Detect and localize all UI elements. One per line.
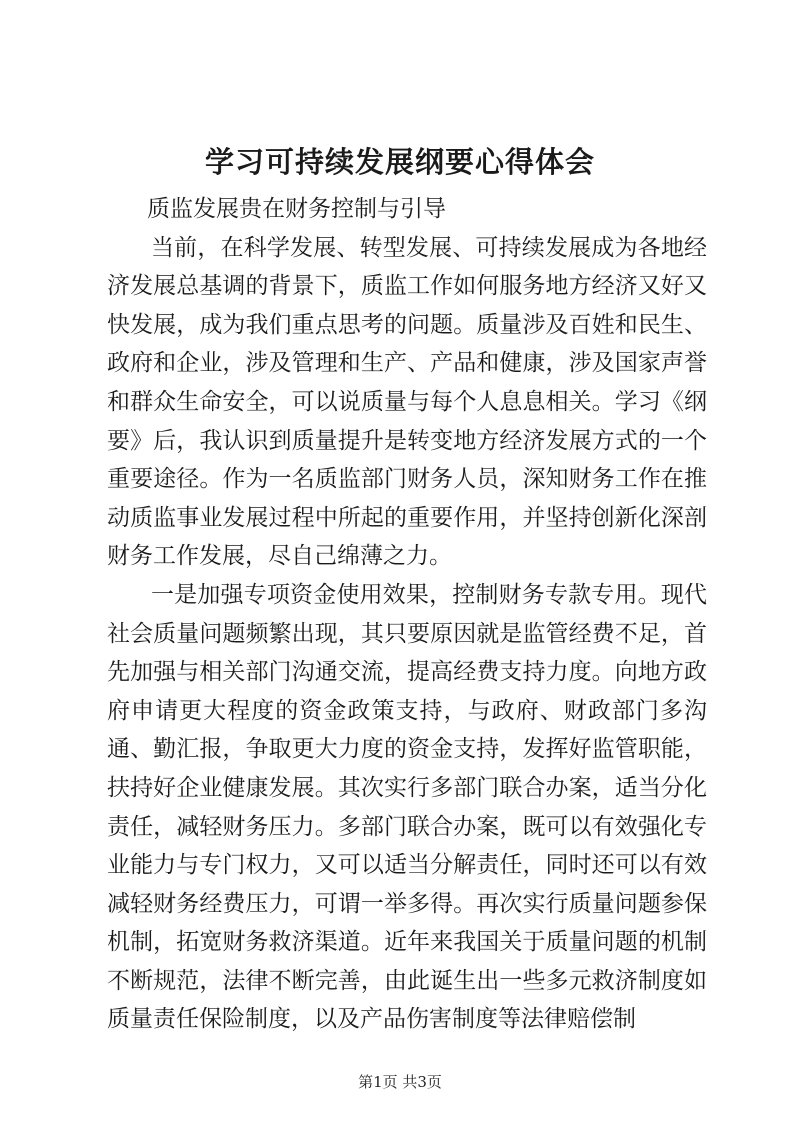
document-body bbox=[107, 190, 707, 1039]
paragraph-1: 当前，在科学发展、转型发展、可持续发展成为各地经济发展总基调的背景下，质监工作如何服务地方经济又好又快发展，成为我们重点思考的问题。质量涉及百姓和民生、政府和企业，涉及管理和生产、产品和健康，涉及国家声誉和群众生命安全，可以说质量与每个人息息相关。学习《纲要》后，我认识到质量提升是转变地方经济发展方式的一个重要途径。作为一名质监部门财务人员，深知财务工作在推动质监事业发展过程中所起的重要作用，并坚持创新化深剖财务工作发展，尽自己绵薄之力。 bbox=[107, 234, 707, 570]
document-subtitle: 质监发展贵在财务控制与引导 bbox=[147, 196, 446, 222]
document-title: 学习可持续发展纲要心得体会 bbox=[204, 145, 595, 179]
page-footer bbox=[0, 1072, 800, 1092]
paragraph-2: 一是加强专项资金使用效果，控制财务专款专用。现代社会质量问题频繁出现，其只要原因就是监管经费不足，首先加强与相关部门沟通交流，提高经费支持力度。向地方政府申请更大程度的资金政策支持，与政府、财政部门多沟通、勤汇报，争取更大力度的资金支持，发挥好监管职能，扶持好企业健康发展。其次实行多部门联合办案，适当分化责任，减轻财务压力。多部门联合办案，既可以有效强化专业能力与专门权力，又可以适当分解责任，同时还可以有效减轻财务经费压力，可谓一举多得。再次实行质量问题参保机制，拓宽财务救济渠道。近年来我国关于质量问题的机制不断规范，法律不断完善，由此诞生出一些多元救济制度如质量责任保险制度，以及产品伤害制度等法律赔偿制 bbox=[107, 581, 707, 1033]
page-number-label: 第1页 共3页 bbox=[358, 1073, 442, 1091]
